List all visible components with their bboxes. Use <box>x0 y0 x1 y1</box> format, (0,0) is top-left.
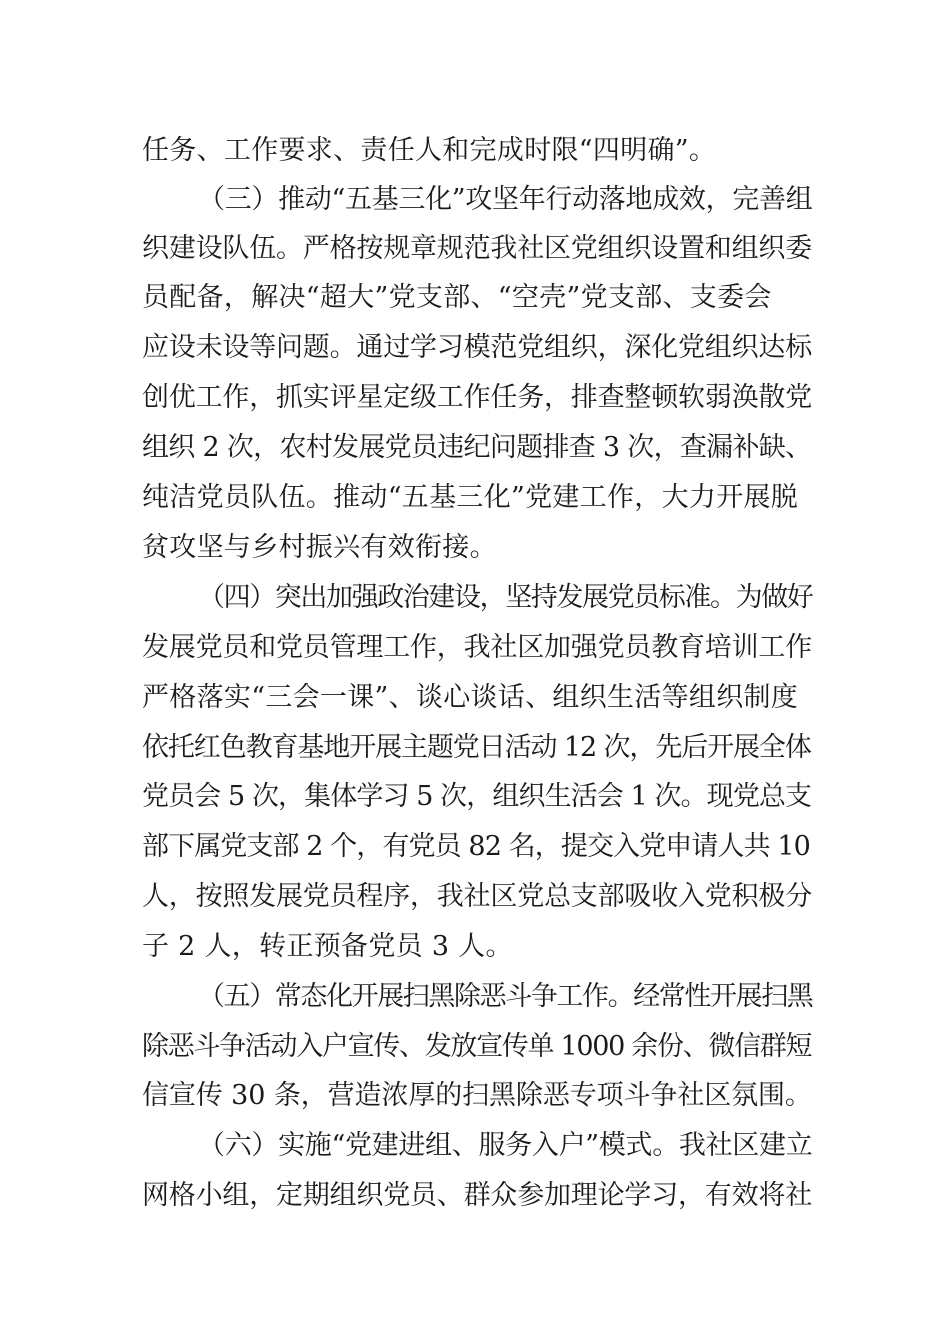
text-line: 发展党员和党员管理工作，我社区加强党员教育培训工作 <box>142 632 812 663</box>
text-line: （五）常态化开展扫黑除恶斗争工作。经常性开展扫黑 <box>198 981 813 1012</box>
text-line: 网格小组，定期组织党员、群众参加理论学习，有效将社 <box>142 1180 812 1211</box>
text-line: 人，按照发展党员程序，我社区党总支部吸收入党积极分 <box>142 881 812 912</box>
text-line: （六）实施“党建进组、服务入户”模式。我社区建立 <box>198 1130 813 1161</box>
text-line: 子 2 人，转正预备党员 3 人。 <box>142 931 513 962</box>
text-line: 织建设队伍。严格按规章规范我社区党组织设置和组织委 <box>142 233 812 264</box>
text-line: 贫攻坚与乡村振兴有效衔接。 <box>142 532 497 563</box>
text-line: 纯洁党员队伍。推动“五基三化”党建工作，大力开展脱 <box>142 482 799 513</box>
text-line: 严格落实“三会一课”、谈心谈话、组织生活等组织制度 <box>142 682 799 713</box>
text-line: 员配备，解决“超大”党支部、“空壳”党支部、支委会 <box>142 282 772 313</box>
text-line: （四）突出加强政治建设，坚持发展党员标准。为做好 <box>198 582 813 613</box>
text-line: 创优工作，抓实评星定级工作任务，排查整顿软弱涣散党 <box>142 382 812 413</box>
text-line: 应设未设等问题。通过学习模范党组织，深化党组织达标 <box>142 332 812 363</box>
text-line: 除恶斗争活动入户宣传、发放宣传单 1000 余份、微信群短 <box>142 1031 812 1062</box>
text-line: （三）推动“五基三化”攻坚年行动落地成效，完善组 <box>198 184 813 215</box>
text-line: 信宣传 30 条，营造浓厚的扫黑除恶专项斗争社区氛围。 <box>142 1080 812 1111</box>
text-line: 党员会 5 次，集体学习 5 次，组织生活会 1 次。现党总支 <box>142 781 812 812</box>
text-line: 组织 2 次，农村发展党员违纪问题排查 3 次，查漏补缺、 <box>142 432 812 463</box>
text-line: 任务、工作要求、责任人和完成时限“四明确”。 <box>142 135 717 166</box>
text-line: 部下属党支部 2 个，有党员 82 名，提交入党申请人共 10 <box>142 831 810 862</box>
text-line: 依托红色教育基地开展主题党日活动 12 次，先后开展全体 <box>142 732 811 763</box>
